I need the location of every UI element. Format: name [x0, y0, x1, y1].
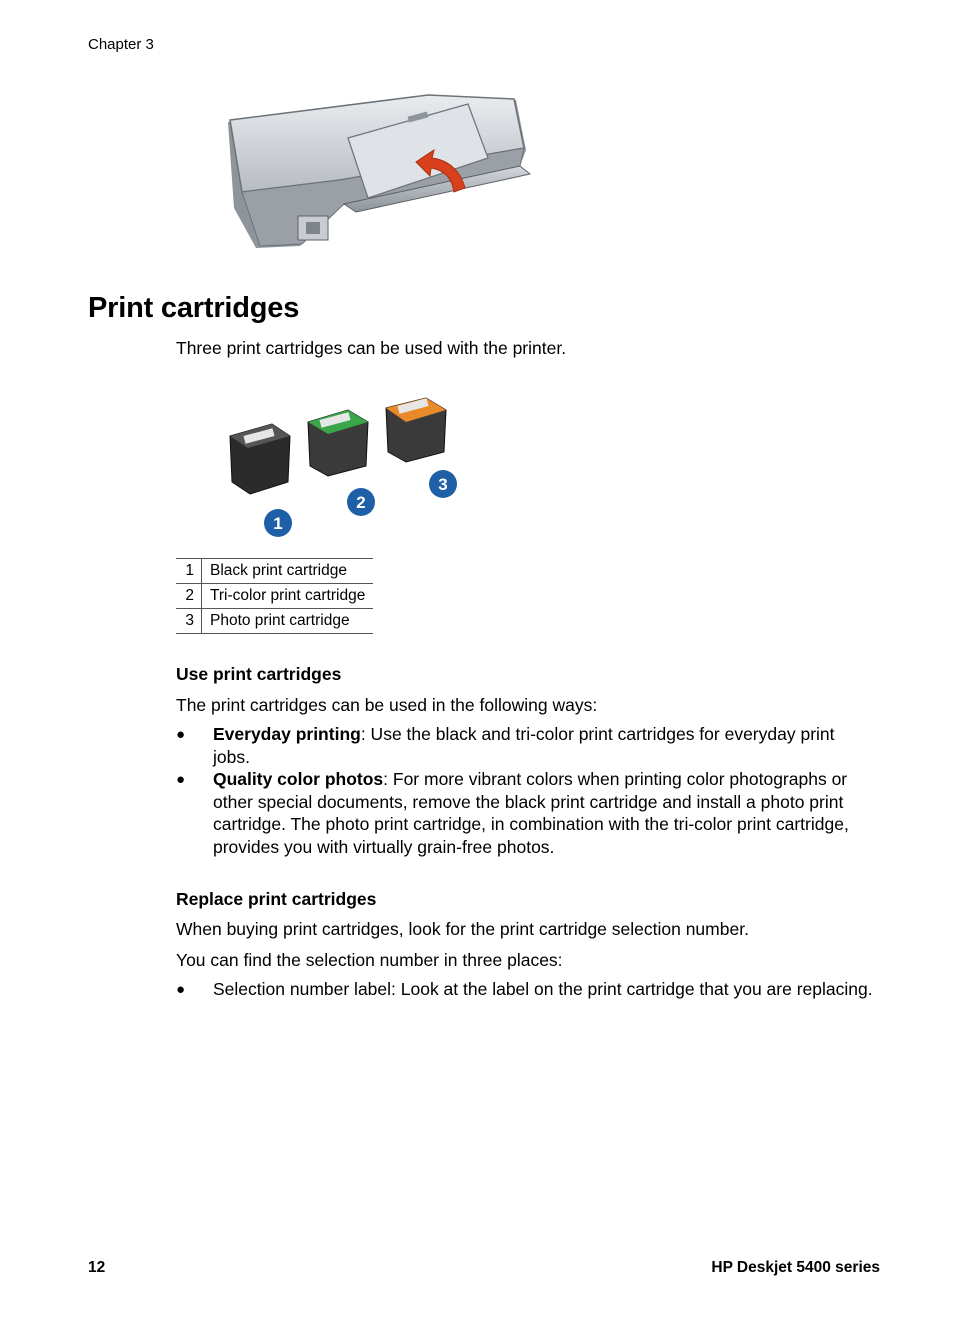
list-item: Selection number label: Look at the label on the print cartridge that you are replacing. [213, 979, 873, 999]
callout-2-label: 2 [356, 493, 366, 512]
legend-label: Black print cartridge [202, 559, 374, 584]
legend-number: 3 [176, 609, 202, 634]
list-item [213, 768, 873, 858]
replace-section-heading: Replace print cartridges [176, 889, 377, 909]
bullet-icon: ● [176, 726, 186, 743]
legend-number: 2 [176, 584, 202, 609]
legend-label: Tri-color print cartridge [202, 584, 374, 609]
cartridges-illustration [222, 396, 472, 544]
product-name: HP Deskjet 5400 series [711, 1259, 880, 1276]
callout-2 [347, 488, 375, 516]
replace-paragraph-2: You can find the selection number in three places: [176, 950, 563, 970]
use-section-intro: The print cartridges can be used in the following ways: [176, 695, 598, 715]
photo-cartridge-image [386, 398, 446, 462]
legend-number: 1 [176, 559, 202, 584]
callout-1 [264, 509, 292, 537]
callout-3 [429, 470, 457, 498]
legend-label: Photo print cartridge [202, 609, 374, 634]
replace-paragraph-1: When buying print cartridges, look for the print cartridge selection number. [176, 919, 749, 939]
bullet-term: Quality color photos [213, 769, 384, 789]
use-section-heading: Use print cartridges [176, 664, 342, 684]
intro-paragraph: Three print cartridges can be used with the printer. [176, 338, 567, 358]
bullet-icon: ● [176, 771, 186, 788]
black-cartridge-image [230, 424, 290, 494]
table-row [176, 584, 373, 609]
tricolor-cartridge-image [308, 410, 368, 476]
bullet-icon: ● [176, 981, 186, 998]
chapter-header: Chapter 3 [88, 36, 154, 53]
bullet-text: : Use the black and tri-color print cartridges for everyday print jobs. [213, 724, 835, 767]
page-number: 12 [88, 1259, 106, 1276]
list-item [213, 723, 873, 768]
callout-1-label: 1 [273, 514, 283, 533]
callout-3-label: 3 [438, 475, 448, 494]
table-row [176, 609, 373, 634]
printer-illustration [220, 88, 538, 258]
table-row [176, 559, 373, 584]
bullet-term: Everyday printing [213, 724, 361, 744]
page-title: Print cartridges [88, 292, 300, 324]
cartridge-legend-table [176, 558, 373, 634]
bullet-text: : For more vibrant colors when printing color photographs or other special documents, remove the black print cartridge and install a photo print cartridge. The photo print cartridge, in combination with the tri-color print cartridge, provides you with virtually grain-free photos. [213, 769, 849, 857]
